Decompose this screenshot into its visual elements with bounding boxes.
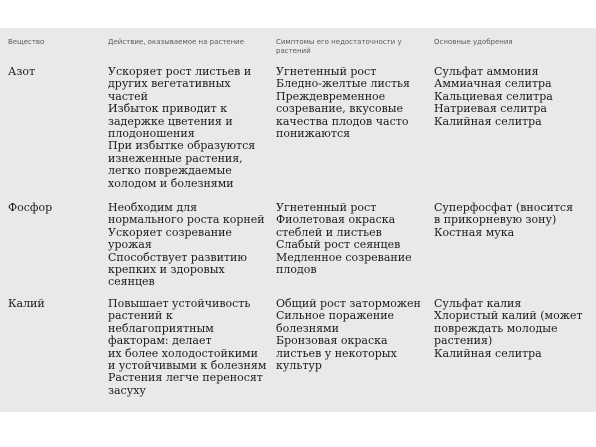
- cell-line: частей: [108, 89, 148, 103]
- cell-line: качества плодов часто: [276, 114, 409, 128]
- cell-line: Общий рост заторможен: [276, 297, 421, 310]
- cell-line: сеянцев: [108, 275, 155, 289]
- cell-line: Растения легче переносят: [108, 371, 263, 385]
- cell-line: Способствует развитию: [108, 250, 247, 264]
- header-symptoms: Симптомы его недостаточности у растений: [276, 38, 402, 55]
- cell-line: их более холодостойкими: [108, 346, 258, 360]
- cell-line: Костная мука: [434, 225, 515, 239]
- cell-line: задержке цветения и: [108, 114, 233, 128]
- cell-line: растения): [434, 334, 493, 348]
- cell-line: Кальциевая селитра: [434, 89, 553, 103]
- cell-line: Повышает устойчивость: [108, 297, 251, 310]
- cell-line: Сульфат аммония: [434, 65, 539, 78]
- cell-line: Аммиачная селитра: [434, 77, 552, 91]
- cell-line: Суперфосфат (вносится: [434, 201, 574, 214]
- cell-line: культур: [276, 359, 322, 373]
- cell-line: Калийная селитра: [434, 114, 542, 128]
- cell-line: нормального роста корней: [108, 213, 265, 227]
- cell-line: засуху: [108, 383, 146, 397]
- header-fertilizers: Основные удобрения: [434, 38, 513, 46]
- cell-line: изнеженные растения,: [108, 151, 243, 165]
- fertilizer-table: [0, 38, 596, 408]
- substance-cell: Азот: [8, 65, 36, 78]
- cell-line: повреждать молодые: [434, 321, 558, 335]
- cell-line: холодом и болезнями: [108, 176, 234, 190]
- cell-line: Ускоряет рост листьев и: [108, 65, 252, 78]
- substance-cell: Калий: [8, 297, 45, 310]
- cell-line: других вегетативных: [108, 77, 231, 91]
- cell-line: болезнями: [276, 321, 339, 335]
- action-cell: [106, 202, 274, 298]
- table-row: [0, 66, 596, 202]
- cell-line: Бледно-желтые листья: [276, 77, 410, 91]
- cell-line: в прикорневую зону): [434, 213, 557, 227]
- table-row: [0, 298, 596, 408]
- cell-line: Угнетенный рост: [276, 65, 377, 78]
- cell-line: Бронзовая окраска: [276, 334, 388, 348]
- cell-line: Ускоряет созревание: [108, 225, 232, 239]
- fertilizers-cell: [432, 202, 596, 298]
- cell-line: Хлористый калий (может: [434, 309, 583, 323]
- action-cell: [106, 298, 274, 408]
- cell-line: факторам: делает: [108, 334, 212, 348]
- cell-line: Избыток приводит к: [108, 102, 228, 116]
- cell-line: растений к: [108, 309, 173, 323]
- action-cell: [106, 66, 274, 202]
- scanned-page: [0, 28, 596, 412]
- symptoms-cell: [274, 66, 432, 202]
- cell-line: легко повреждаемые: [108, 164, 232, 178]
- cell-line: Медленное созревание: [276, 250, 412, 264]
- cell-line: Натриевая селитра: [434, 102, 547, 116]
- cell-line: крепких и здоровых: [108, 263, 225, 277]
- cell-line: Калийная селитра: [434, 346, 542, 360]
- cell-line: урожая: [108, 238, 152, 252]
- table-row: [0, 202, 596, 298]
- fertilizers-cell: [432, 66, 596, 202]
- fertilizers-cell: [432, 298, 596, 408]
- cell-line: стеблей и листьев: [276, 225, 382, 239]
- cell-line: созревание, вкусовые: [276, 102, 404, 116]
- header-substance: Вещество: [8, 38, 45, 46]
- substance-cell: Фосфор: [8, 201, 53, 214]
- symptoms-cell: [274, 202, 432, 298]
- cell-line: При избытке образуются: [108, 139, 256, 153]
- cell-line: листьев у некоторых: [276, 346, 397, 360]
- cell-line: Необходим для: [108, 201, 198, 214]
- cell-line: Преждевременное: [276, 89, 386, 103]
- cell-line: Угнетенный рост: [276, 201, 377, 214]
- cell-line: Слабый рост сеянцев: [276, 238, 401, 252]
- symptoms-cell: [274, 298, 432, 408]
- header-action: Действие, оказываемое на растение: [108, 38, 245, 46]
- cell-line: Фиолетовая окраска: [276, 213, 396, 227]
- cell-line: плодоношения: [108, 127, 195, 141]
- cell-line: понижаются: [276, 127, 351, 141]
- cell-line: Сульфат калия: [434, 297, 522, 310]
- cell-line: Сильное поражение: [276, 309, 395, 323]
- cell-line: неблагоприятным: [108, 321, 214, 335]
- cell-line: плодов: [276, 263, 317, 277]
- cell-line: и устойчивыми к болезням: [108, 359, 267, 373]
- table-header-row: [0, 38, 596, 66]
